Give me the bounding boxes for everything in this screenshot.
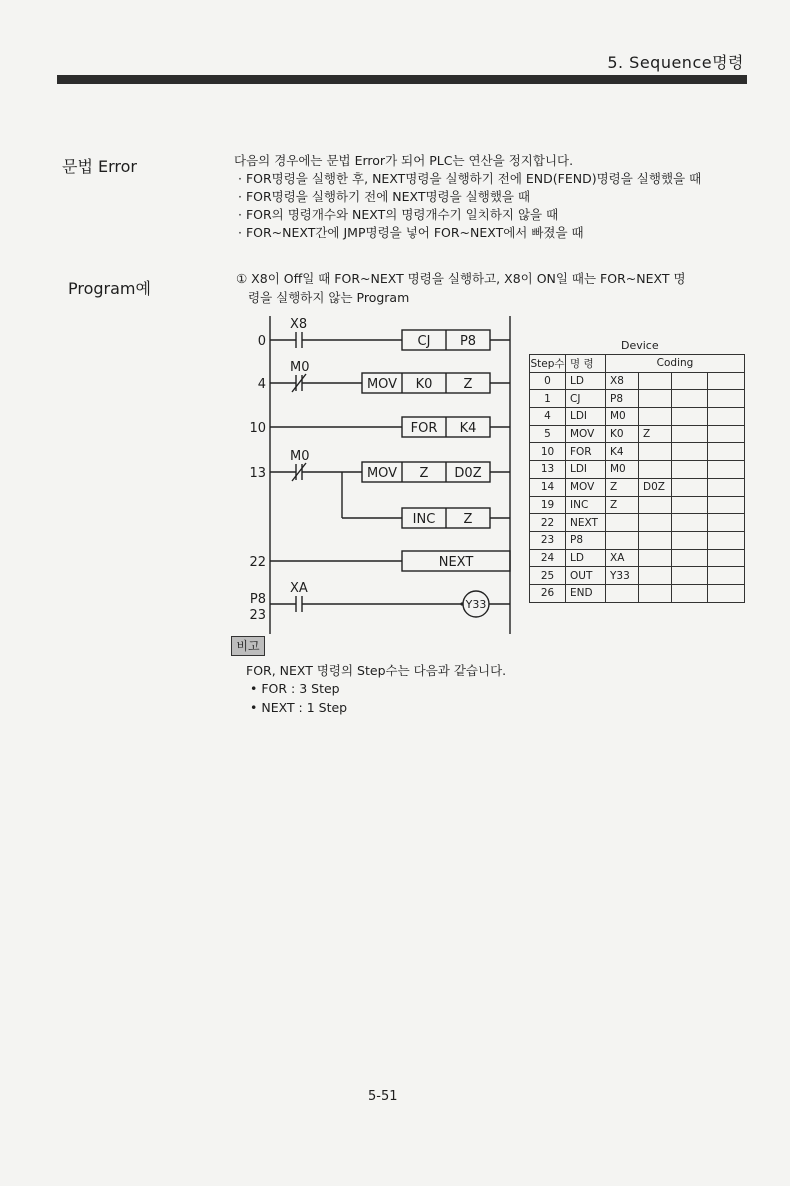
table-row bbox=[530, 390, 745, 408]
table-cell bbox=[708, 390, 745, 408]
table-cell bbox=[672, 549, 708, 567]
device-table-header bbox=[530, 355, 745, 373]
table-cell: 5 bbox=[530, 425, 566, 443]
instr-arg: Z bbox=[463, 512, 473, 527]
program-example-desc-2: 령을 실행하지 않는 Program bbox=[248, 290, 410, 305]
table-row bbox=[530, 425, 745, 443]
table-row bbox=[530, 461, 745, 479]
table-cell bbox=[672, 478, 708, 496]
contact-label: XA bbox=[290, 581, 308, 596]
device-table bbox=[529, 354, 745, 603]
coil-label: Y33 bbox=[465, 598, 487, 611]
table-cell: Z bbox=[606, 496, 639, 514]
table-cell bbox=[639, 584, 672, 602]
table-row bbox=[530, 443, 745, 461]
table-cell bbox=[639, 531, 672, 549]
table-cell: M0 bbox=[606, 461, 639, 479]
table-cell bbox=[708, 408, 745, 426]
contact-label: X8 bbox=[290, 317, 308, 332]
table-row bbox=[530, 584, 745, 602]
table-cell bbox=[708, 549, 745, 567]
table-cell bbox=[708, 531, 745, 549]
step-number: 10 bbox=[249, 421, 266, 436]
table-cell bbox=[708, 372, 745, 390]
table-cell: 0 bbox=[530, 372, 566, 390]
instr-arg: Z bbox=[419, 466, 429, 481]
table-cell bbox=[672, 390, 708, 408]
instr-op: FOR bbox=[410, 421, 438, 436]
table-row bbox=[530, 478, 745, 496]
table-cell: X8 bbox=[606, 372, 639, 390]
syntax-error-bullet: · FOR명령을 실행하기 전에 NEXT명령을 실행했을 때 bbox=[238, 189, 531, 204]
table-row bbox=[530, 372, 745, 390]
instr-arg: P8 bbox=[459, 334, 477, 349]
table-cell bbox=[672, 567, 708, 585]
instr-op: MOV bbox=[366, 377, 398, 392]
step-number: 22 bbox=[249, 555, 266, 570]
syntax-error-heading: 문법 Error bbox=[62, 157, 137, 176]
table-cell bbox=[639, 567, 672, 585]
pointer-label: P8 bbox=[249, 592, 266, 607]
contact-label: M0 bbox=[290, 360, 310, 375]
table-cell: LD bbox=[566, 549, 606, 567]
table-cell bbox=[639, 461, 672, 479]
table-row bbox=[530, 514, 745, 532]
instr-op: INC bbox=[412, 512, 436, 527]
step-number: 0 bbox=[257, 334, 266, 349]
table-cell: D0Z bbox=[639, 478, 672, 496]
header-step: Step수 bbox=[530, 355, 566, 373]
header-coding: Coding bbox=[606, 355, 745, 373]
table-cell bbox=[639, 390, 672, 408]
table-cell: LDI bbox=[566, 461, 606, 479]
instr-arg: D0Z bbox=[454, 466, 482, 481]
table-cell: 4 bbox=[530, 408, 566, 426]
table-cell: NEXT bbox=[566, 514, 606, 532]
table-row bbox=[530, 567, 745, 585]
table-row bbox=[530, 496, 745, 514]
table-cell: 10 bbox=[530, 443, 566, 461]
note-item: • FOR : 3 Step bbox=[250, 681, 340, 696]
table-cell bbox=[639, 549, 672, 567]
table-cell bbox=[708, 478, 745, 496]
table-cell bbox=[672, 496, 708, 514]
table-cell: Y33 bbox=[606, 567, 639, 585]
table-cell: CJ bbox=[566, 390, 606, 408]
table-cell: 23 bbox=[530, 531, 566, 549]
table-cell bbox=[672, 372, 708, 390]
instr-op: MOV bbox=[366, 466, 398, 481]
table-cell bbox=[639, 514, 672, 532]
table-cell bbox=[639, 496, 672, 514]
table-cell: OUT bbox=[566, 567, 606, 585]
table-cell: M0 bbox=[606, 408, 639, 426]
syntax-error-bullet: · FOR명령을 실행한 후, NEXT명령을 실행하기 전에 END(FEND)명령을 실행했을 때 bbox=[238, 171, 702, 186]
step-number: 23 bbox=[249, 608, 266, 623]
table-cell: Z bbox=[606, 478, 639, 496]
table-cell bbox=[639, 408, 672, 426]
step-number: 13 bbox=[249, 466, 266, 481]
table-cell bbox=[708, 584, 745, 602]
table-cell: 14 bbox=[530, 478, 566, 496]
table-row bbox=[530, 408, 745, 426]
program-example-desc: ① X8이 Off일 때 FOR~NEXT 명령을 실행하고, X8이 ON일 때는 FOR~NEXT 명 bbox=[236, 271, 686, 286]
table-cell bbox=[708, 567, 745, 585]
table-cell: END bbox=[566, 584, 606, 602]
table-cell bbox=[708, 461, 745, 479]
table-cell bbox=[672, 514, 708, 532]
device-table-title: Device bbox=[621, 339, 659, 352]
instr-arg: K0 bbox=[415, 377, 433, 392]
program-example-heading: Program예 bbox=[68, 279, 151, 298]
contact-label: M0 bbox=[290, 449, 310, 464]
table-cell: LD bbox=[566, 372, 606, 390]
note-badge: 비고 bbox=[231, 636, 265, 656]
table-cell: 24 bbox=[530, 549, 566, 567]
table-cell bbox=[639, 372, 672, 390]
instr-op: NEXT bbox=[438, 555, 474, 570]
table-cell bbox=[672, 425, 708, 443]
table-cell bbox=[672, 443, 708, 461]
step-number: 4 bbox=[257, 377, 266, 392]
table-cell: P8 bbox=[566, 531, 606, 549]
table-cell: MOV bbox=[566, 425, 606, 443]
instr-op: CJ bbox=[417, 334, 431, 349]
table-cell bbox=[639, 443, 672, 461]
note-text: FOR, NEXT 명령의 Step수는 다음과 같습니다. bbox=[246, 663, 507, 678]
table-cell bbox=[672, 584, 708, 602]
table-cell bbox=[672, 408, 708, 426]
syntax-error-bullet: · FOR의 명령개수와 NEXT의 명령개수기 일치하지 않을 때 bbox=[238, 207, 559, 222]
instr-arg: Z bbox=[463, 377, 473, 392]
table-cell: 25 bbox=[530, 567, 566, 585]
table-cell: K0 bbox=[606, 425, 639, 443]
table-cell: 22 bbox=[530, 514, 566, 532]
table-cell: FOR bbox=[566, 443, 606, 461]
table-cell bbox=[708, 514, 745, 532]
table-cell: MOV bbox=[566, 478, 606, 496]
table-cell bbox=[672, 461, 708, 479]
table-row bbox=[530, 549, 745, 567]
table-cell bbox=[672, 531, 708, 549]
table-cell: 1 bbox=[530, 390, 566, 408]
page-number: 5-51 bbox=[368, 1089, 398, 1104]
header-rule bbox=[57, 75, 747, 84]
table-cell bbox=[708, 443, 745, 461]
table-cell bbox=[606, 514, 639, 532]
table-cell: LDI bbox=[566, 408, 606, 426]
note-item: • NEXT : 1 Step bbox=[250, 700, 348, 715]
ladder-diagram bbox=[240, 312, 530, 638]
instr-arg: K4 bbox=[459, 421, 477, 436]
table-cell: 19 bbox=[530, 496, 566, 514]
chapter-title: 5. Sequence명령 bbox=[607, 53, 744, 72]
table-cell: 13 bbox=[530, 461, 566, 479]
table-cell: P8 bbox=[606, 390, 639, 408]
table-cell: K4 bbox=[606, 443, 639, 461]
header-cmd: 명 령 bbox=[566, 355, 606, 373]
table-cell: 26 bbox=[530, 584, 566, 602]
table-cell: INC bbox=[566, 496, 606, 514]
table-cell bbox=[606, 584, 639, 602]
table-row bbox=[530, 531, 745, 549]
syntax-error-bullet: · FOR~NEXT간에 JMP명령을 넣어 FOR~NEXT에서 빠졌을 때 bbox=[238, 225, 584, 240]
table-cell: XA bbox=[606, 549, 639, 567]
table-cell: Z bbox=[639, 425, 672, 443]
table-cell bbox=[708, 425, 745, 443]
table-cell bbox=[606, 531, 639, 549]
syntax-error-intro: 다음의 경우에는 문법 Error가 되어 PLC는 연산을 정지합니다. bbox=[234, 153, 574, 168]
table-cell bbox=[708, 496, 745, 514]
